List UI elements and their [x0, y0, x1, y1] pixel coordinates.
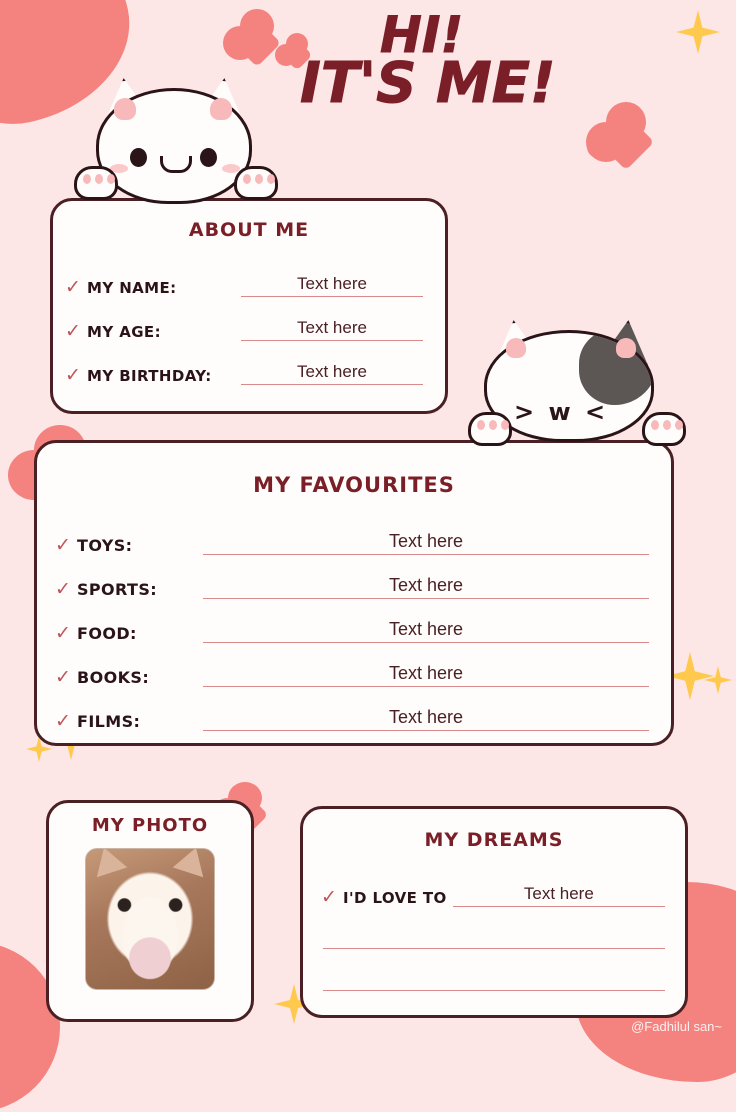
favourites-row-films [51, 689, 649, 731]
photo-title: MY PHOTO [91, 815, 209, 836]
dreams-row-2 [317, 909, 665, 949]
dreams-rows [317, 867, 665, 991]
check-icon: ✓ [55, 711, 71, 732]
cat-paw-right [234, 166, 278, 200]
dreams-field-2[interactable] [323, 926, 665, 949]
check-icon: ✓ [321, 887, 337, 908]
about-field-age[interactable]: Text here [241, 318, 423, 341]
cat-mouth [160, 156, 192, 173]
favourites-title: MY FAVOURITES [253, 473, 455, 497]
dreams-title: MY DREAMS [424, 829, 564, 851]
watermark-credit: @Fadhilul san~ [631, 1019, 722, 1034]
favourites-row-toys [51, 513, 649, 555]
favourites-label-books: BOOKS: [77, 668, 150, 687]
favourites-label-toys: TOYS: [77, 536, 133, 555]
calico-face-expression: > w < [514, 398, 609, 426]
about-row-name [61, 255, 423, 297]
favourites-rows [51, 513, 649, 731]
cat-eye-right [200, 148, 217, 167]
dreams-card [300, 806, 688, 1018]
favourites-row-sports [51, 557, 649, 599]
favourites-field-toys[interactable]: Text here [203, 531, 649, 555]
favourites-row-food [51, 601, 649, 643]
page-title-line1: HI! [380, 6, 464, 64]
favourites-field-food[interactable]: Text here [203, 619, 649, 643]
favourites-card [34, 440, 674, 746]
check-icon: ✓ [65, 365, 81, 386]
white-cat-illustration [74, 80, 282, 210]
cat-inner-ear-left [114, 98, 136, 120]
page-title-line2: IT'S ME! [300, 51, 556, 116]
favourites-label-sports: SPORTS: [77, 580, 158, 599]
sparkle-icon-top-right [676, 10, 720, 54]
calico-patch [579, 330, 654, 405]
dreams-row-3 [317, 951, 665, 991]
cat-paw-left [74, 166, 118, 200]
dreams-row-1 [317, 867, 665, 907]
cat-eye-left [130, 148, 147, 167]
calico-paw-right [642, 412, 686, 446]
about-me-rows [61, 255, 423, 385]
about-row-birthday [61, 343, 423, 385]
about-me-title: ABOUT ME [188, 219, 310, 241]
favourites-field-books[interactable]: Text here [203, 663, 649, 687]
calico-paw-left [468, 412, 512, 446]
check-icon: ✓ [55, 535, 71, 556]
about-me-card [50, 198, 448, 414]
heart-icon-right-2 [606, 122, 646, 162]
page-title [300, 6, 556, 116]
dreams-field-1[interactable]: Text here [453, 884, 665, 907]
favourites-row-books [51, 645, 649, 687]
sparkle-icon-right-2 [704, 666, 732, 694]
calico-inner-ear-right [616, 338, 636, 358]
photo-frame[interactable] [85, 848, 215, 990]
check-icon: ✓ [65, 277, 81, 298]
dreams-label: I'D LOVE TO [343, 889, 447, 907]
calico-inner-ear-left [506, 338, 526, 358]
dreams-field-3[interactable] [323, 968, 665, 991]
check-icon: ✓ [55, 667, 71, 688]
about-label-birthday: MY BIRTHDAY: [87, 367, 212, 385]
about-label-name: MY NAME: [87, 279, 177, 297]
check-icon: ✓ [55, 579, 71, 600]
check-icon: ✓ [55, 623, 71, 644]
calico-cat-illustration [466, 320, 696, 450]
cat-photo-image [86, 849, 214, 989]
check-icon: ✓ [65, 321, 81, 342]
favourites-label-food: FOOD: [77, 624, 137, 643]
cat-inner-ear-right [210, 98, 232, 120]
favourites-field-sports[interactable]: Text here [203, 575, 649, 599]
favourites-field-films[interactable]: Text here [203, 707, 649, 731]
photo-card [46, 800, 254, 1022]
favourites-label-films: FILMS: [77, 712, 141, 731]
about-field-birthday[interactable]: Text here [241, 362, 423, 385]
about-label-age: MY AGE: [87, 323, 161, 341]
about-row-age [61, 299, 423, 341]
heart-icon-top-1 [240, 26, 274, 60]
about-field-name[interactable]: Text here [241, 274, 423, 297]
